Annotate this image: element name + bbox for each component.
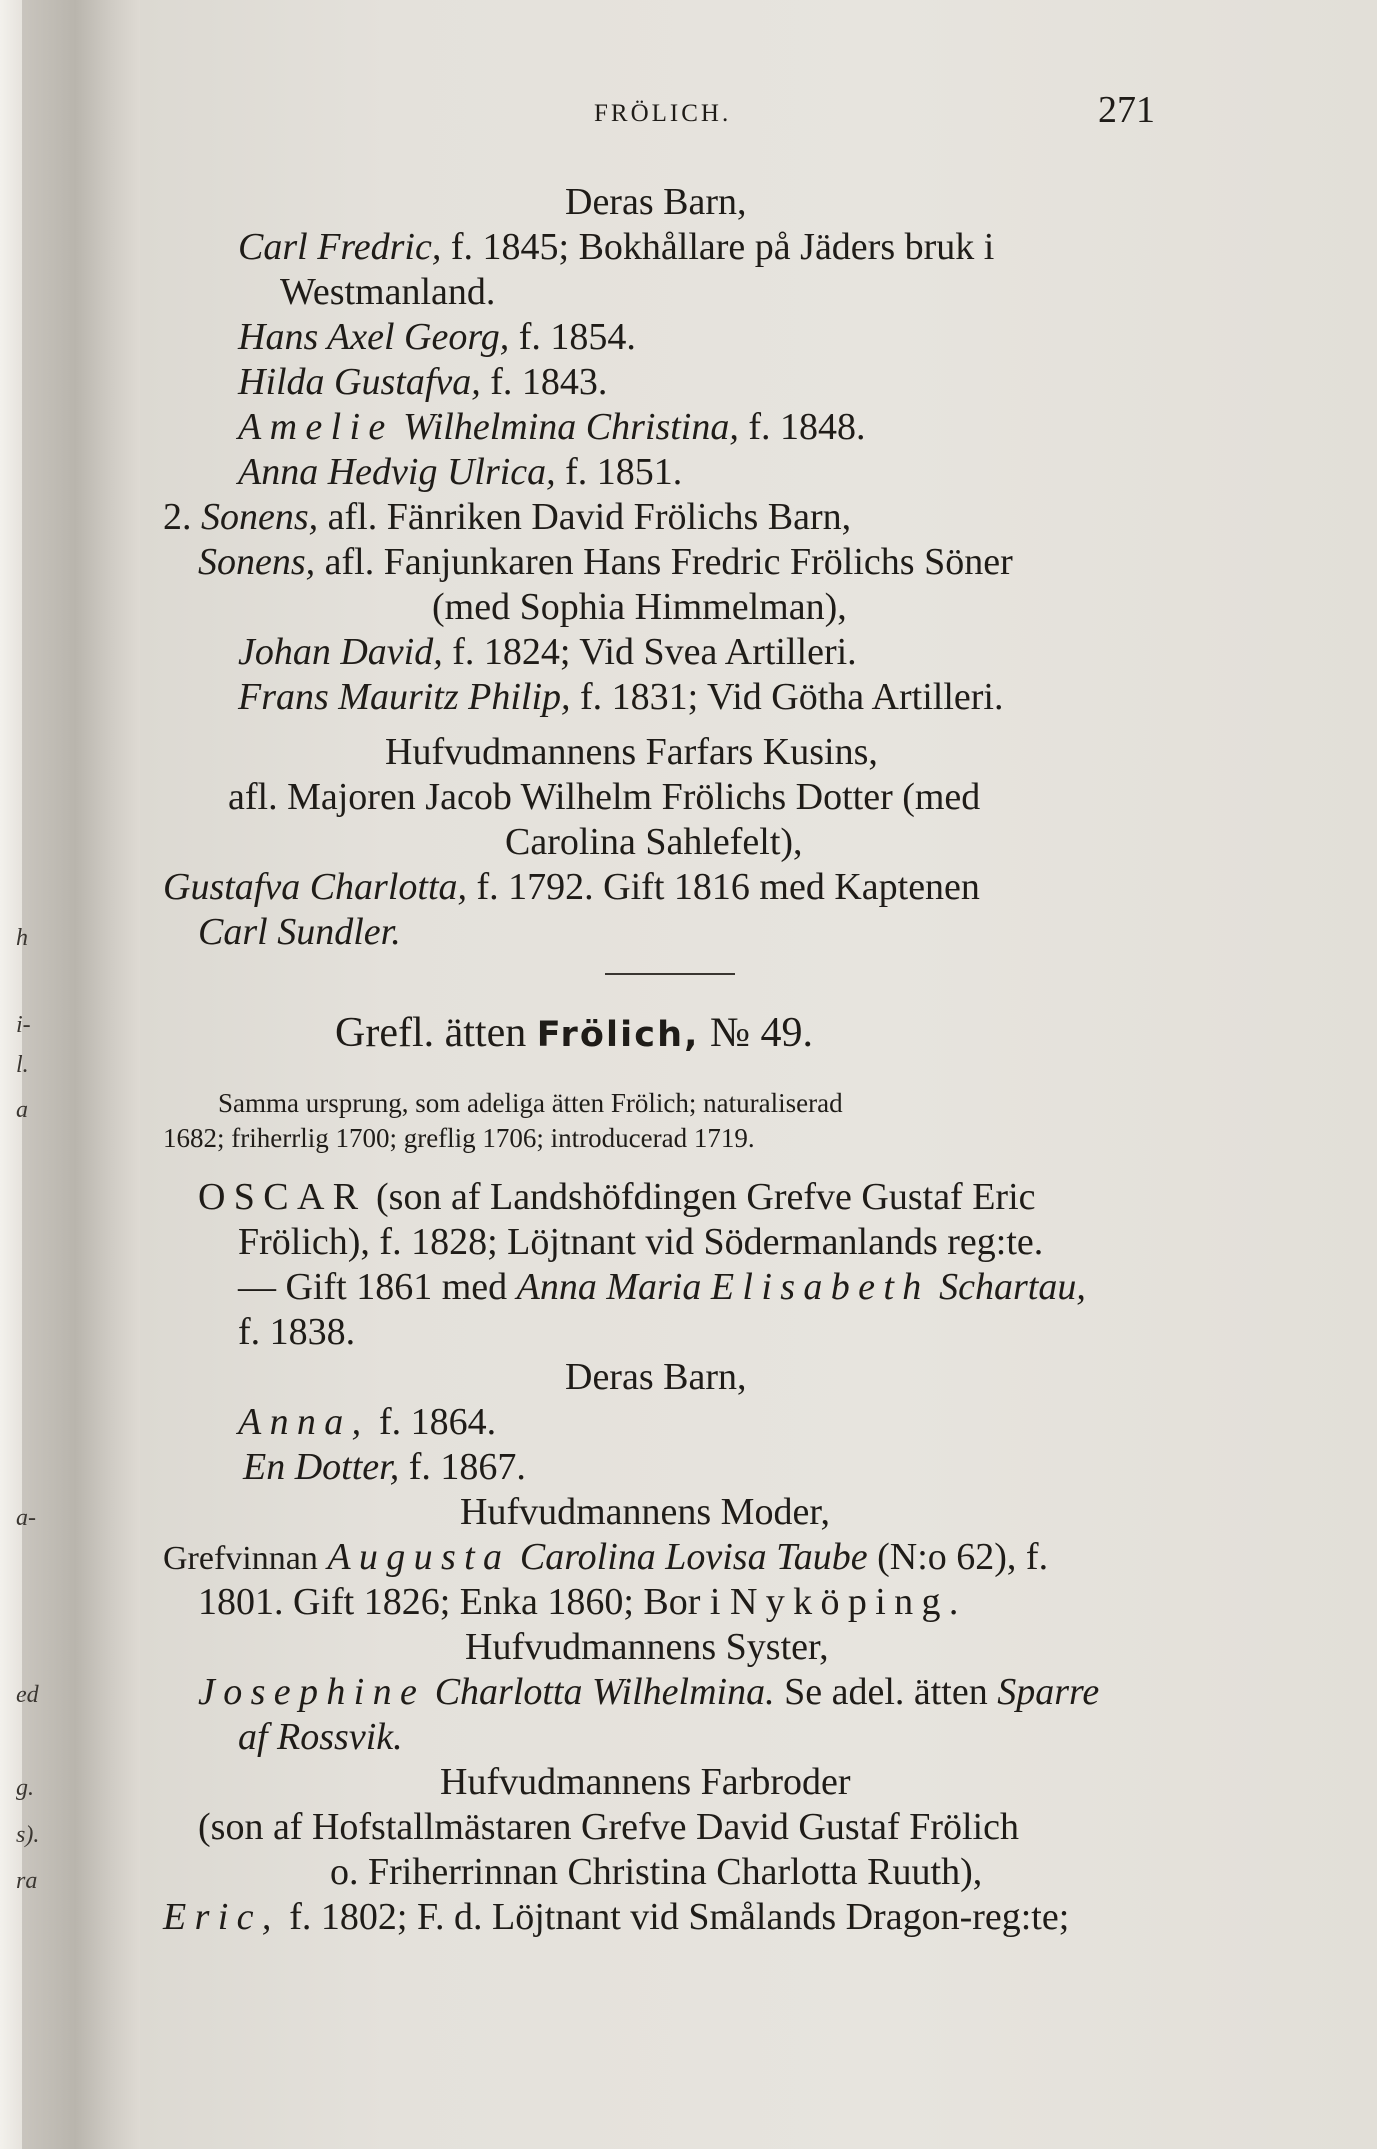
entry-text: afl. Majoren Jacob Wilhelm Frölichs Dotter (med — [228, 776, 981, 818]
entry-text: Carolina Sahlefelt), — [505, 821, 803, 863]
entry-text: f. 1838. — [238, 1311, 356, 1353]
entry-text: (son af Landshöfdingen Grefve Gustaf Eric — [376, 1176, 1036, 1218]
entry-moder-cont — [198, 1580, 967, 1624]
margin-fragment: i- — [16, 1012, 31, 1038]
entry-text: f. 1845; Bokhållare på Jäders bruk i — [450, 226, 995, 268]
entry-syster — [198, 1670, 1099, 1714]
person-name: Josephine — [198, 1671, 426, 1713]
entry-text: f. 1854. — [518, 316, 636, 358]
entry-text: Westmanland. — [280, 271, 496, 313]
book-gutter — [22, 0, 140, 2149]
entry-eric — [163, 1895, 1069, 1939]
person-name: Gustafva Charlotta, — [163, 866, 468, 908]
person-name: Charlotta Wilhelmina. — [434, 1671, 775, 1713]
person-name: Carl Fredric, — [238, 226, 442, 268]
person-name: Carl Sundler. — [198, 911, 401, 953]
entry-anna — [238, 1400, 496, 1444]
subheading-deras-barn: Deras Barn, — [565, 1356, 747, 1398]
title-prefix: Grefl. ätten — [335, 1010, 527, 1056]
person-name: Anna Hedvig Ulrica, — [238, 451, 556, 493]
running-title: FRÖLICH. — [594, 100, 732, 127]
entry-text: (N:o 62), f. — [877, 1536, 1049, 1578]
entry-text: f. 1824; Vid Svea Artilleri. — [452, 631, 857, 673]
family-name: Frölich, — [536, 1015, 700, 1055]
section-divider — [605, 973, 735, 975]
place-name: Nyköping. — [729, 1581, 967, 1623]
entry-amelie — [238, 405, 866, 449]
entry-johan — [238, 630, 857, 674]
entry-moder — [163, 1535, 1048, 1581]
entry-text: afl. Fanjunkaren Hans Fredric Frölichs Söner — [324, 541, 1013, 583]
entry-anna — [238, 450, 682, 494]
person-name: Amelie — [238, 406, 394, 448]
entry-text: (med Sophia Himmelman), — [432, 586, 847, 628]
person-name: Elisabeth — [710, 1266, 930, 1308]
entry-text: f. 1792. Gift 1816 med Kaptenen — [476, 866, 980, 908]
entry-text: f. 1831; Vid Götha Artilleri. — [580, 676, 1004, 718]
person-name: Hilda Gustafva, — [238, 361, 481, 403]
entry-text: f. 1851. — [565, 451, 683, 493]
page-number: 271 — [1098, 89, 1155, 131]
entry-marriage — [238, 1265, 1086, 1309]
margin-fragment: s). — [16, 1822, 40, 1848]
entry-text: Frölich), f. 1828; Löjtnant vid Södermanlands reg:te. — [238, 1221, 1044, 1263]
family-reference: af Rossvik. — [238, 1716, 403, 1758]
section-title — [335, 1008, 813, 1060]
person-name: Schartau, — [939, 1266, 1086, 1308]
subheading-farbroder: Hufvudmannens Farbroder — [440, 1761, 851, 1803]
margin-fragment: ed — [16, 1682, 39, 1708]
entry-hilda — [238, 360, 607, 404]
person-name: Carolina Lovisa — [519, 1536, 767, 1578]
person-name: OSCAR — [198, 1176, 367, 1218]
entry-label: Grefvinnan — [163, 1540, 318, 1577]
entry-sonens-2 — [198, 540, 1013, 584]
margin-fragment: a- — [16, 1505, 36, 1531]
person-name: Johan David, — [238, 631, 443, 673]
entry-text: afl. Fänriken David Frölichs Barn, — [327, 496, 852, 538]
entry-number: 2. — [163, 496, 192, 538]
person-name: Augusta — [327, 1536, 511, 1578]
family-number: № 49. — [709, 1010, 814, 1056]
entry-text: o. Friherrinnan Christina Charlotta Ruuth), — [330, 1851, 983, 1893]
entry-text: 1801. Gift 1826; Enka 1860; Bor i — [198, 1581, 721, 1623]
entry-text: Se adel. ätten — [784, 1671, 988, 1713]
entry-text: f. 1848. — [748, 406, 866, 448]
person-name: Anna, — [238, 1401, 370, 1443]
margin-fragment: g. — [16, 1775, 34, 1801]
subheading-syster: Hufvudmannens Syster, — [465, 1626, 829, 1668]
margin-fragment: ra — [16, 1868, 38, 1894]
margin-fragment: a — [16, 1097, 28, 1123]
subheading-deras-barn: Deras Barn, — [565, 181, 747, 223]
person-name: Anna Maria — [516, 1266, 702, 1308]
family-reference: Sparre — [997, 1671, 1100, 1713]
entry-text: f. 1802; F. d. Löjtnant vid Smålands Dragon-reg:te; — [289, 1896, 1070, 1938]
origin-note: 1682; friherrlig 1700; greflig 1706; introducerad 1719. — [163, 1123, 755, 1153]
origin-note: Samma ursprung, som adeliga ätten Frölich; naturaliserad — [218, 1088, 843, 1118]
entry-gustafva — [163, 865, 980, 909]
entry-text: f. 1843. — [490, 361, 608, 403]
entry-carl — [238, 225, 994, 269]
person-name: En Dotter, — [243, 1446, 400, 1488]
entry-dotter — [243, 1445, 526, 1489]
person-name: Taube — [776, 1536, 868, 1578]
entry-sonens-1 — [163, 495, 851, 539]
entry-text: — Gift 1861 med — [238, 1266, 508, 1308]
subheading-moder: Hufvudmannens Moder, — [460, 1491, 830, 1533]
entry-oscar — [198, 1175, 1036, 1219]
person-name: Frans Mauritz Philip, — [238, 676, 571, 718]
entry-label: Sonens, — [198, 541, 316, 583]
person-name: Eric, — [163, 1896, 280, 1938]
entry-hans — [238, 315, 636, 359]
person-name: Hans Axel Georg, — [238, 316, 510, 358]
person-name: Wilhelmina Christina, — [403, 406, 739, 448]
margin-fragment: l. — [16, 1052, 29, 1078]
margin-fragment: h — [16, 925, 28, 951]
entry-frans — [238, 675, 1003, 719]
entry-text: f. 1867. — [408, 1446, 526, 1488]
subheading-kusins: Hufvudmannens Farfars Kusins, — [385, 731, 878, 773]
entry-text: (son af Hofstallmästaren Grefve David Gustaf Frölich — [198, 1806, 1019, 1848]
entry-label: Sonens, — [201, 496, 319, 538]
entry-text: f. 1864. — [379, 1401, 497, 1443]
